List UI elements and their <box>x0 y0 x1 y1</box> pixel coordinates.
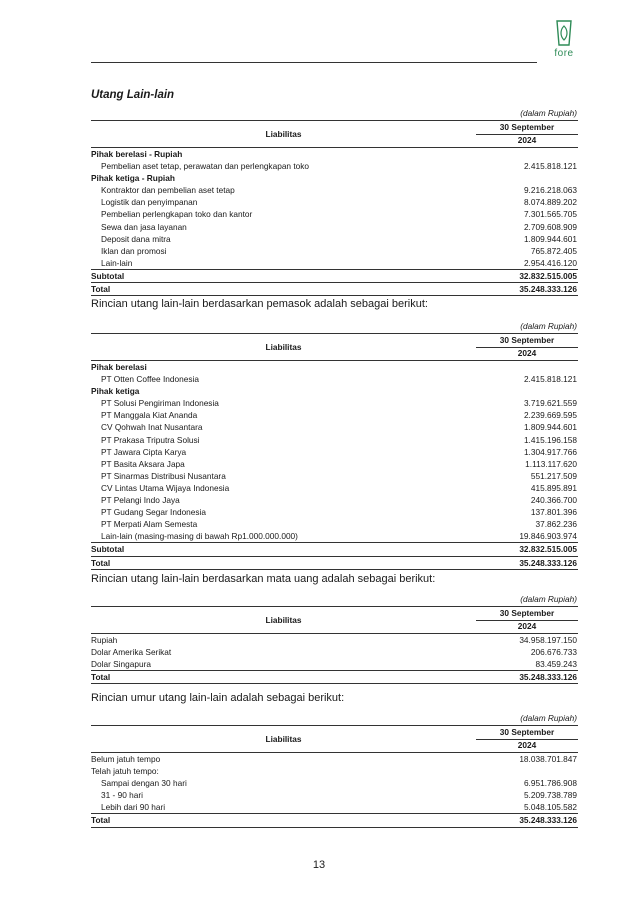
table-row <box>91 542 578 555</box>
table-header <box>91 333 578 361</box>
row-value: 32.832.515.005 <box>519 270 577 281</box>
table-row <box>91 446 578 458</box>
row-value: 35.248.333.126 <box>519 672 577 683</box>
row-label: 31 - 90 hari <box>101 790 143 801</box>
row-label: Logistik dan penyimpanan <box>101 197 198 208</box>
row-value <box>577 765 578 777</box>
row-label: Iklan dan promosi <box>101 245 167 256</box>
table-row <box>91 184 578 196</box>
row-value: 137.801.396 <box>530 507 577 518</box>
row-label: PT Pelangi Indo Jaya <box>101 495 180 506</box>
row-value: 18.038.701.847 <box>519 754 577 764</box>
row-value: 551.217.509 <box>530 470 577 481</box>
table-row <box>91 409 578 421</box>
row-label: Telah jatuh tempo: <box>91 766 159 777</box>
table-row <box>91 801 578 813</box>
row-value: 8.074.889.202 <box>523 197 577 208</box>
row-value: 2.709.608.909 <box>523 221 577 232</box>
row-value: 415.895.891 <box>530 482 577 493</box>
row-value <box>577 172 578 184</box>
table-row <box>91 670 578 684</box>
row-value: 1.809.944.601 <box>523 422 577 433</box>
table-row <box>91 518 578 530</box>
row-label: PT Prakasa Triputra Solusi <box>101 434 200 445</box>
row-label: CV Lintas Utama Wijaya Indonesia <box>101 482 230 493</box>
row-value: 35.248.333.126 <box>519 557 577 568</box>
row-label: Lain-lain (masing-masing di bawah Rp1.000.000.000) <box>101 531 298 542</box>
table-row <box>91 160 578 172</box>
table-body <box>91 361 578 570</box>
table-row <box>91 646 578 658</box>
row-label: PT Jawara Cipta Karya <box>101 446 187 457</box>
row-label: PT Otten Coffee Indonesia <box>101 374 199 385</box>
col-liabilitas: Liabilitas <box>265 342 302 352</box>
row-label: PT Merpati Alam Semesta <box>101 519 198 530</box>
table-row <box>91 494 578 506</box>
row-value: 6.951.786.908 <box>523 778 577 789</box>
row-value: 206.676.733 <box>530 647 577 658</box>
row-value: 37.862.236 <box>535 519 577 530</box>
unit-label: (dalam Rupiah) <box>520 594 577 604</box>
row-label: Pembelian perlengkapan toko dan kantor <box>101 209 253 220</box>
table-row <box>91 482 578 494</box>
table-row <box>91 269 578 282</box>
row-value <box>577 148 578 160</box>
row-value: 34.958.197.150 <box>519 635 577 645</box>
row-value: 1.113.117.620 <box>525 458 577 469</box>
row-label: Pihak berelasi - Rupiah <box>91 149 183 159</box>
row-label: Belum jatuh tempo <box>91 754 161 764</box>
unit-label: (dalam Rupiah) <box>520 713 577 723</box>
table-header <box>91 606 578 634</box>
row-value: 35.248.333.126 <box>519 815 577 826</box>
row-label: Lain-lain <box>101 257 133 268</box>
table-row <box>91 813 578 827</box>
row-label: Lebih dari 90 hari <box>101 802 166 813</box>
row-value <box>577 361 578 373</box>
fore-logo <box>548 18 580 64</box>
row-label: PT Sinarmas Distribusi Nusantara <box>101 470 226 481</box>
logo-text: fore <box>554 48 574 59</box>
row-value: 1.304.917.766 <box>523 446 577 457</box>
table-pemasok <box>91 320 578 570</box>
table-body <box>91 634 578 684</box>
row-value: 2.239.669.595 <box>523 410 577 421</box>
table-row <box>91 753 578 765</box>
row-label: PT Manggala Kiat Ananda <box>101 410 198 421</box>
table-row <box>91 789 578 801</box>
table-header <box>91 120 578 148</box>
col-liabilitas: Liabilitas <box>265 615 302 625</box>
unit-label: (dalam Rupiah) <box>520 321 577 331</box>
table-row <box>91 634 578 646</box>
fore-cup-icon <box>548 18 580 48</box>
table-row <box>91 777 578 789</box>
row-label: Subtotal <box>91 544 125 555</box>
row-label: Dolar Amerika Serikat <box>91 647 172 658</box>
row-value: 2.954.416.120 <box>523 257 577 268</box>
col-period: 30 September <box>476 121 578 135</box>
table-row <box>91 373 578 385</box>
table-row <box>91 658 578 670</box>
row-value: 83.459.243 <box>535 659 577 670</box>
table-row <box>91 385 578 397</box>
row-value: 2.415.818.121 <box>523 161 577 172</box>
row-label: PT Gudang Segar Indonesia <box>101 507 207 518</box>
row-label: Dolar Singapura <box>91 659 151 670</box>
row-label: Pihak berelasi <box>91 362 147 372</box>
row-label: Deposit dana mitra <box>101 233 171 244</box>
table-row <box>91 208 578 220</box>
row-value: 5.209.738.789 <box>523 790 577 801</box>
col-liabilitas: Liabilitas <box>265 734 302 744</box>
col-year: 2024 <box>517 135 537 145</box>
row-label: CV Qohwah Inat Nusantara <box>101 422 203 433</box>
row-value: 765.872.405 <box>530 245 577 256</box>
table-row <box>91 196 578 208</box>
table-row <box>91 148 578 160</box>
row-label: Sewa dan jasa layanan <box>101 221 187 232</box>
row-value: 35.248.333.126 <box>519 284 577 295</box>
row-value: 1.415.196.158 <box>523 434 577 445</box>
table-row <box>91 233 578 245</box>
row-value: 1.809.944.601 <box>523 233 577 244</box>
row-label: Rupiah <box>91 635 118 645</box>
row-value <box>577 385 578 397</box>
col-year: 2024 <box>517 621 537 631</box>
table-row <box>91 530 578 542</box>
row-value: 32.832.515.005 <box>519 544 577 555</box>
row-value: 3.719.621.559 <box>523 398 577 409</box>
col-period: 30 September <box>476 726 578 740</box>
row-label: Total <box>91 284 111 295</box>
table-header <box>91 725 578 753</box>
row-label: Pihak ketiga - Rupiah <box>91 173 175 184</box>
unit-label: (dalam Rupiah) <box>520 108 577 118</box>
row-label: Total <box>91 557 111 568</box>
row-value: 7.301.565.705 <box>523 209 577 220</box>
table-body <box>91 753 578 828</box>
table-row <box>91 397 578 409</box>
table-row <box>91 506 578 518</box>
col-year: 2024 <box>517 348 537 358</box>
row-value: 2.415.818.121 <box>523 374 577 385</box>
table-utang-lain-lain <box>91 107 578 296</box>
col-liabilitas: Liabilitas <box>265 129 302 139</box>
row-label: PT Basita Aksara Japa <box>101 458 185 469</box>
col-period: 30 September <box>476 334 578 348</box>
table-row <box>91 421 578 433</box>
page-number: 13 <box>312 859 326 871</box>
table-row <box>91 257 578 269</box>
intro-mata-uang: Rincian utang lain-lain berdasarkan mata uang adalah sebagai berikut: <box>91 573 436 585</box>
col-period: 30 September <box>476 607 578 621</box>
header-rule <box>91 62 537 63</box>
row-label: Pihak ketiga <box>91 386 140 397</box>
table-mata-uang <box>91 593 578 684</box>
intro-pemasok: Rincian utang lain-lain berdasarkan pemasok adalah sebagai berikut: <box>91 298 428 310</box>
table-row <box>91 282 578 296</box>
table-row <box>91 458 578 470</box>
table-row <box>91 765 578 777</box>
row-value: 9.216.218.063 <box>523 185 577 196</box>
row-value: 19.846.903.974 <box>519 531 577 542</box>
table-umur <box>91 712 578 828</box>
table-row <box>91 245 578 257</box>
intro-umur: Rincian umur utang lain-lain adalah sebagai berikut: <box>91 692 345 704</box>
table-row <box>91 556 578 570</box>
section-title: Utang Lain-lain <box>91 89 175 101</box>
row-label: Total <box>91 672 111 683</box>
row-label: Total <box>91 815 111 826</box>
table-row <box>91 361 578 373</box>
row-label: PT Solusi Pengiriman Indonesia <box>101 398 219 409</box>
table-row <box>91 172 578 184</box>
table-row <box>91 470 578 482</box>
col-year: 2024 <box>517 740 537 750</box>
row-value: 5.048.105.582 <box>523 802 577 813</box>
table-row <box>91 221 578 233</box>
row-label: Sampai dengan 30 hari <box>101 778 187 789</box>
table-body <box>91 148 578 296</box>
row-value: 240.366.700 <box>530 495 577 506</box>
table-row <box>91 434 578 446</box>
row-label: Pembelian aset tetap, perawatan dan perlengkapan toko <box>101 161 310 172</box>
row-label: Subtotal <box>91 270 125 281</box>
row-label: Kontraktor dan pembelian aset tetap <box>101 185 235 196</box>
